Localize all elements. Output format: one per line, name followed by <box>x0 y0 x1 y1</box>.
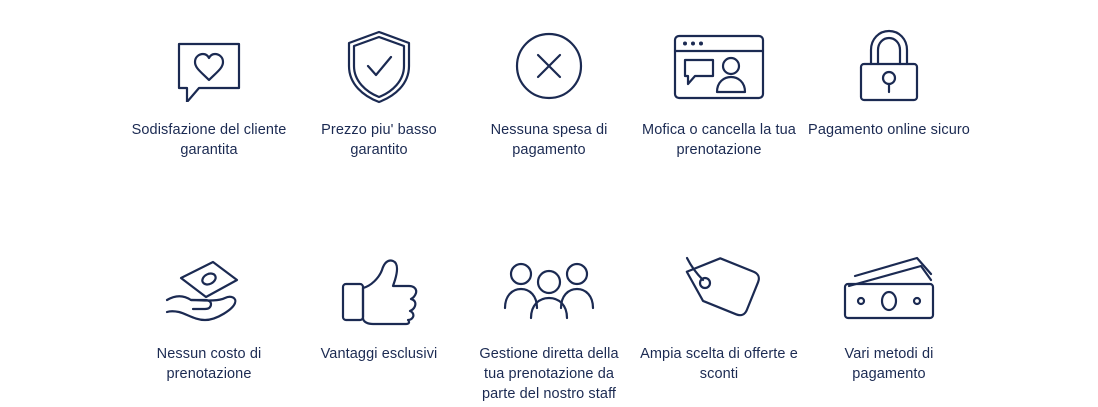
benefit-item-best-price[interactable] <box>294 22 464 160</box>
benefit-label: Ampia scelta di offerte e sconti <box>640 346 798 382</box>
benefit-label: Vantaggi esclusivi <box>320 346 438 362</box>
benefit-item-customer-satisfaction[interactable] <box>124 22 294 160</box>
benefit-item-exclusive-benefits[interactable] <box>294 246 464 364</box>
benefit-item-payment-methods[interactable] <box>804 246 974 384</box>
padlock-icon <box>853 22 925 110</box>
benefit-label: Nessuna spesa di pagamento <box>490 122 608 158</box>
benefit-label: Gestione diretta della tua prenotazione da parte del nostro staff <box>479 346 619 402</box>
benefits-row-1 <box>0 8 1098 160</box>
benefit-item-no-payment-fee[interactable] <box>464 22 634 160</box>
benefit-label: Pagamento online sicuro <box>808 122 970 138</box>
people-group-icon <box>499 246 599 334</box>
browser-chat-person-icon <box>669 22 769 110</box>
benefit-label: Nessun costo di prenotazione <box>156 346 262 382</box>
shield-check-icon <box>341 22 417 110</box>
benefit-item-secure-payment[interactable] <box>804 22 974 140</box>
benefit-label: Mofica o cancella la tua prenotazione <box>642 122 796 158</box>
benefit-item-no-booking-cost[interactable] <box>124 246 294 384</box>
thumbs-up-icon <box>335 246 423 334</box>
circle-x-icon <box>511 22 587 110</box>
benefit-item-offers-discounts[interactable] <box>634 246 804 384</box>
benefits-row-2 <box>0 160 1098 404</box>
benefit-item-modify-cancel[interactable] <box>634 22 804 160</box>
hand-money-icon <box>161 246 257 334</box>
benefit-item-direct-management[interactable] <box>464 246 634 404</box>
benefit-label: Sodisfazione del cliente garantita <box>131 122 287 158</box>
chat-heart-icon <box>171 22 247 110</box>
price-tag-icon <box>677 246 761 334</box>
benefit-label: Vari metodi di pagamento <box>844 346 934 382</box>
banknotes-icon <box>839 246 939 334</box>
benefit-label: Prezzo piu' basso garantito <box>321 122 437 158</box>
